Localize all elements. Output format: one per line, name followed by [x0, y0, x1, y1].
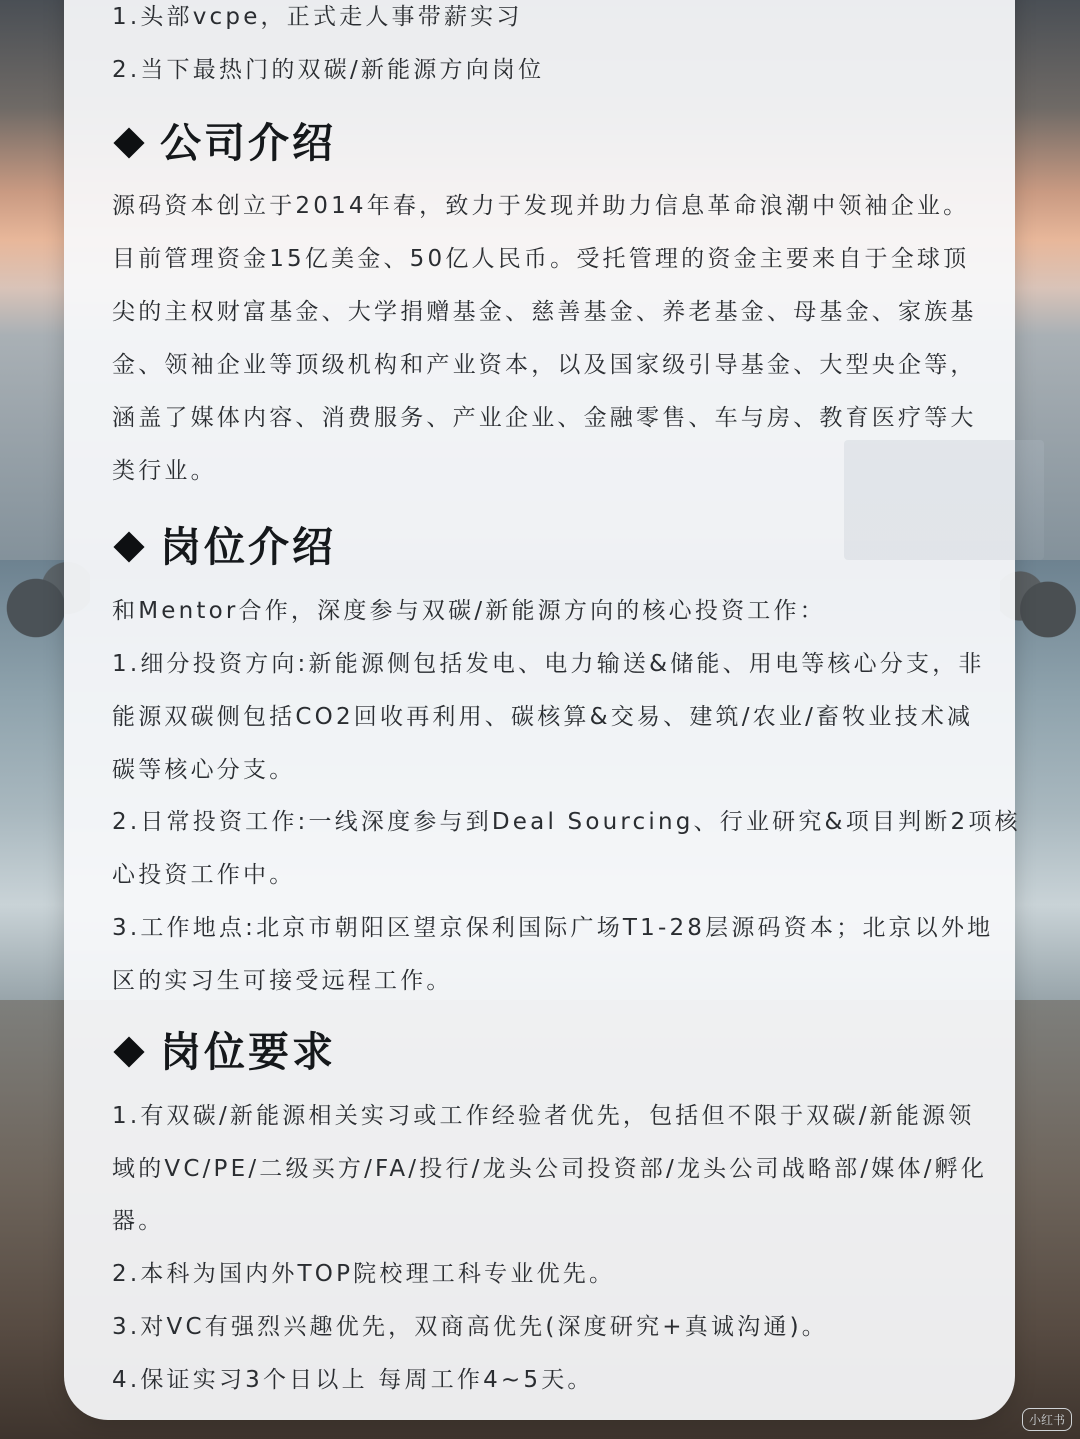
watermark-logo: 小红书 — [1022, 1408, 1072, 1431]
requirements-line: 4.保证实习3个日以上 每周工作4~5天。 — [112, 1367, 594, 1393]
requirements-line: 域的VC/PE/二级买方/FA/投行/龙头公司投资部/龙头公司战略部/媒体/孵化 — [112, 1156, 988, 1182]
company-line: 尖的主权财富基金、大学捐赠基金、慈善基金、养老基金、母基金、家族基 — [112, 299, 977, 325]
requirements-line: 1.有双碳/新能源相关实习或工作经验者优先，包括但不限于双碳/新能源领 — [112, 1103, 975, 1129]
company-line: 源码资本创立于2014年春，致力于发现并助力信息革命浪潮中领袖企业。 — [112, 193, 970, 219]
position-line: 碳等核心分支。 — [112, 757, 296, 783]
diamond-bullet-icon — [113, 1036, 144, 1067]
position-line: 心投资工作中。 — [112, 862, 296, 888]
position-line: 3.工作地点:北京市朝阳区望京保利国际广场T1-28层源码资本；北京以外地 — [112, 915, 994, 941]
company-heading-text: 公司介绍 — [160, 119, 336, 167]
diamond-bullet-icon — [113, 531, 144, 562]
position-line: 和Mentor合作，深度参与双碳/新能源方向的核心投资工作： — [112, 598, 826, 624]
position-line: 区的实习生可接受远程工作。 — [112, 968, 453, 994]
position-line: 1.细分投资方向:新能源侧包括发电、电力输送&储能、用电等核心分支，非 — [112, 651, 985, 677]
position-line: 能源双碳侧包括CO2回收再利用、碳核算&交易、建筑/农业/畜牧业技术减 — [112, 704, 974, 730]
intro-point-1: 1.头部vcpe，正式走人事带薪实习 — [112, 4, 523, 30]
intro-point-2: 2.当下最热门的双碳/新能源方向岗位 — [112, 57, 545, 83]
diamond-bullet-icon — [113, 127, 144, 158]
company-heading — [112, 118, 336, 168]
company-line: 类行业。 — [112, 458, 217, 484]
company-line: 涵盖了媒体内容、消费服务、产业企业、金融零售、车与房、教育医疗等大 — [112, 405, 977, 431]
position-line: 2.日常投资工作:一线深度参与到Deal Sourcing、行业研究&项目判断2项核 — [112, 809, 1021, 835]
company-line: 目前管理资金15亿美金、50亿人民币。受托管理的资金主要来自于全球顶 — [112, 246, 970, 272]
requirements-line: 2.本科为国内外TOP院校理工科专业优先。 — [112, 1261, 616, 1287]
requirements-line: 器。 — [112, 1208, 165, 1234]
requirements-line: 3.对VC有强烈兴趣优先，双商高优先(深度研究+真诚沟通)。 — [112, 1314, 828, 1340]
requirements-heading-text: 岗位要求 — [160, 1028, 336, 1076]
position-heading — [112, 522, 336, 572]
company-line: 金、领袖企业等顶级机构和产业资本，以及国家级引导基金、大型央企等， — [112, 352, 977, 378]
requirements-heading — [112, 1027, 336, 1077]
position-heading-text: 岗位介绍 — [160, 523, 336, 571]
